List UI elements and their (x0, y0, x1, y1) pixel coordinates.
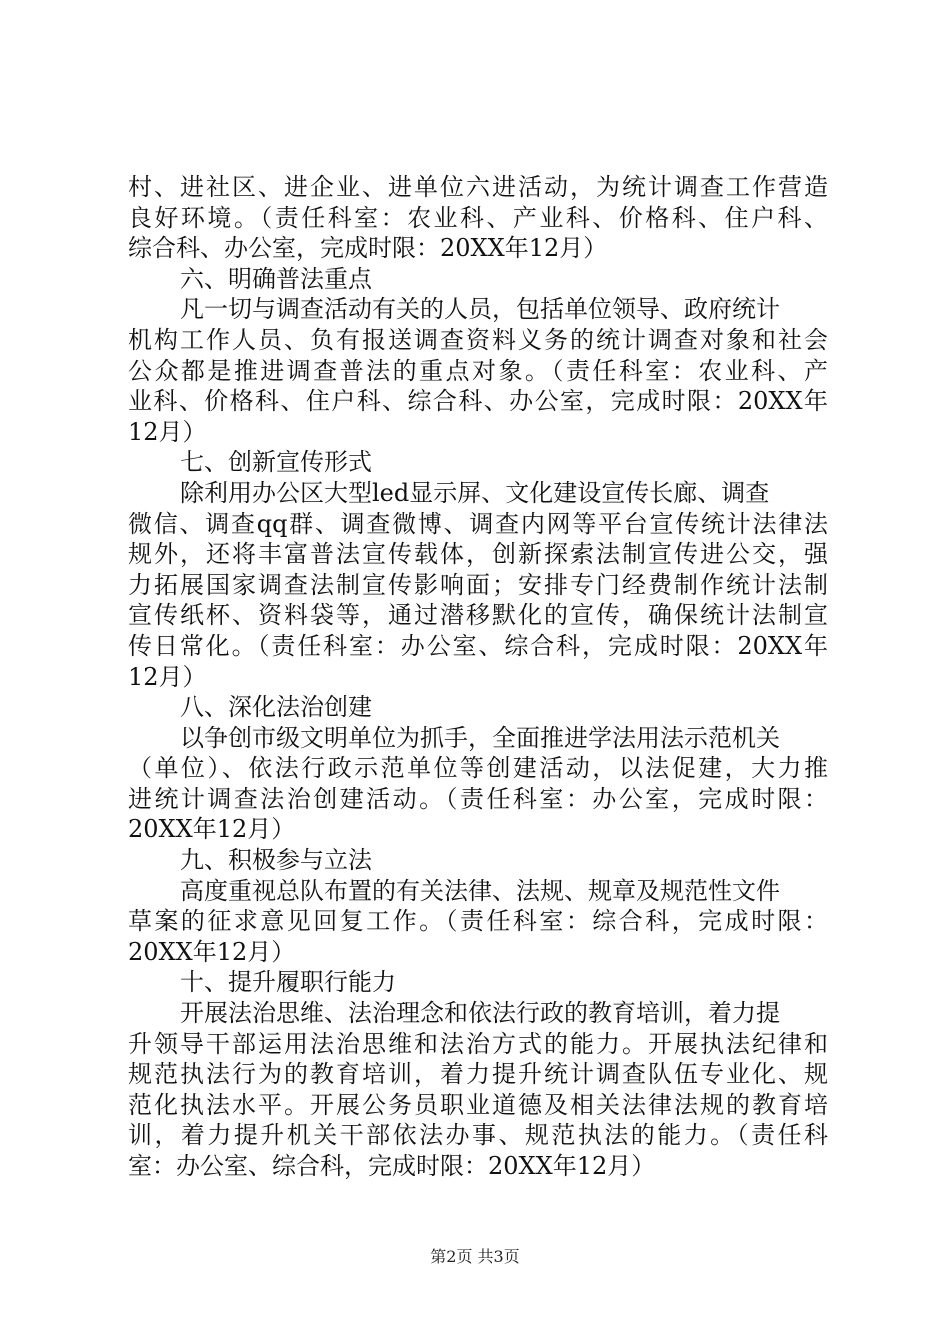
text-line: 进统计调查法治创建活动。（责任科室：办公室，完成时限： (128, 784, 828, 813)
section-heading: 八、深化法治创建 (180, 693, 372, 722)
text-line: 开展法治思维、法治理念和依法行政的教育培训，着力提 (180, 999, 780, 1028)
text-line: 以争创市级文明单位为抓手，全面推进学法用法示范机关 (180, 723, 780, 752)
text-line: 综合科、办公室，完成时限：20XX年12月） (128, 234, 608, 263)
text-line: 20XX年12月） (128, 937, 296, 966)
text-line: 凡一切与调查活动有关的人员，包括单位领导、政府统计 (180, 295, 780, 324)
text-line: 规外，还将丰富普法宣传载体，创新探索法制宣传进公交，强 (128, 540, 828, 569)
text-line: 传日常化。（责任科室：办公室、综合科，完成时限：20XX年 (128, 631, 828, 660)
text-line: 业科、价格科、住户科、综合科、办公室，完成时限：20XX年 (128, 387, 828, 416)
text-line: 草案的征求意见回复工作。（责任科室：综合科，完成时限： (128, 907, 828, 936)
text-line: 室：办公室、综合科，完成时限：20XX年12月） (128, 1152, 656, 1180)
text-line: 训，着力提升机关干部依法办事、规范执法的能力。（责任科 (128, 1121, 828, 1150)
text-line: 村、进社区、进企业、进单位六进活动，为统计调查工作营造 (128, 173, 828, 201)
text-line: 12月） (128, 662, 207, 691)
section-heading: 九、积极参与立法 (180, 846, 372, 875)
text-line: （单位）、依法行政示范单位等创建活动，以法促建，大力推 (128, 754, 828, 783)
text-line: 良好环境。（责任科室：农业科、产业科、价格科、住户科、 (128, 203, 828, 232)
text-line: 机构工作人员、负有报送调查资料义务的统计调查对象和社会 (128, 325, 828, 354)
text-line: 升领导干部运用法治思维和法治方式的能力。开展执法纪律和 (128, 1029, 828, 1058)
text-line: 高度重视总队布置的有关法律、法规、规章及规范性文件 (180, 876, 780, 905)
text-line: 20XX年12月） (128, 815, 296, 844)
section-heading: 七、创新宣传形式 (180, 448, 372, 477)
text-line: 微信、调查qq群、调查微博、调查内网等平台宣传统计法律法 (128, 509, 828, 538)
text-line: 除利用办公区大型led显示屏、文化建设宣传长廊、调查 (180, 478, 770, 507)
section-heading: 十、提升履职行能力 (180, 968, 396, 997)
text-line: 公众都是推进调查普法的重点对象。（责任科室：农业科、产 (128, 356, 828, 385)
text-line: 力拓展国家调查法制宣传影响面；安排专门经费制作统计法制 (128, 570, 828, 599)
text-line: 规范执法行为的教育培训，着力提升统计调查队伍专业化、规 (128, 1060, 828, 1089)
document-body (128, 172, 828, 1182)
section-heading: 六、明确普法重点 (180, 264, 372, 293)
text-line: 12月） (128, 417, 207, 446)
text-line: 宣传纸杯、资料袋等，通过潜移默化的宣传，确保统计法制宣 (128, 601, 828, 630)
text-line: 范化执法水平。开展公务员职业道德及相关法律法规的教育培 (128, 1090, 828, 1119)
page-number-footer: 第2页 共3页 (430, 1247, 520, 1266)
